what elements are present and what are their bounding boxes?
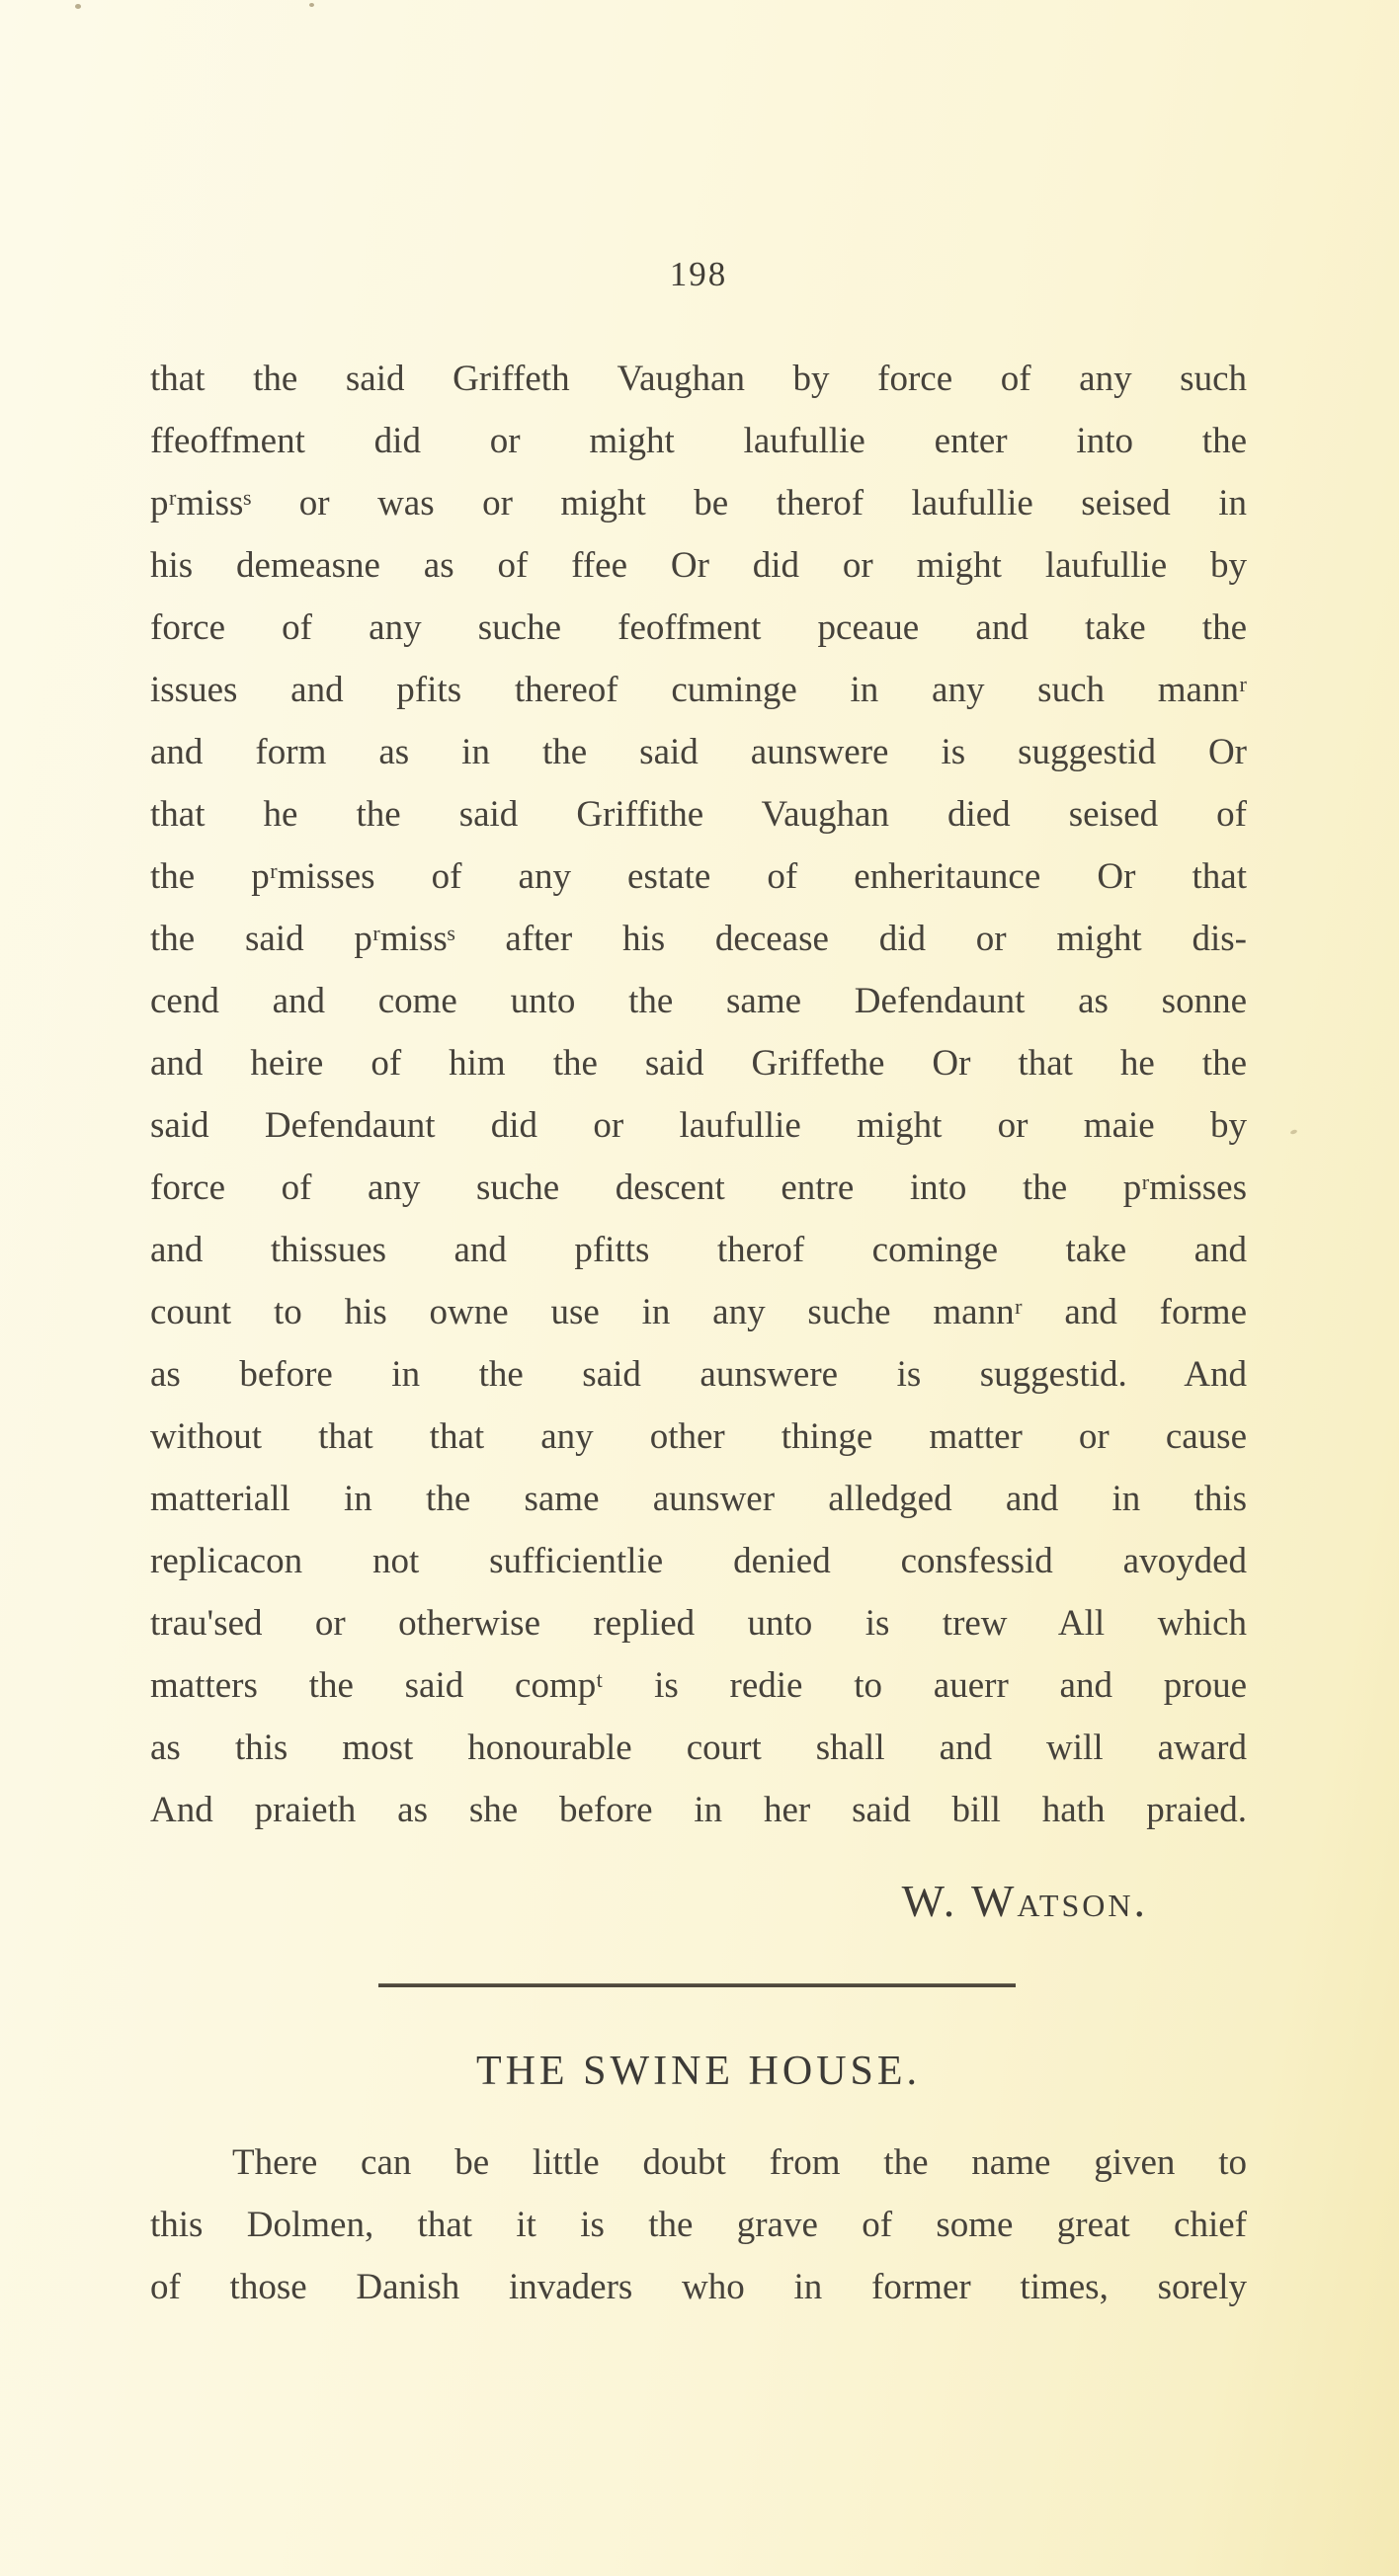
- text-line: without that that any other thinge matter or cause: [150, 1416, 1247, 1457]
- text-line: count to his owne use in any suche mannʳ and forme: [150, 1292, 1247, 1332]
- paper-speck: [1290, 1129, 1298, 1135]
- text-line: said Defendaunt did or laufullie might or maie by: [150, 1105, 1247, 1146]
- text-line: force of any suche descent entre into the pʳmisses: [150, 1167, 1247, 1208]
- text-line: issues and pfits thereof cuminge in any such mannʳ: [150, 670, 1247, 710]
- text-line: this Dolmen, that it is the grave of some great chief: [150, 2205, 1247, 2245]
- text-line: pʳmissˢ or was or might be therof laufullie seised in: [150, 483, 1247, 523]
- section-heading: THE SWINE HOUSE.: [475, 2049, 922, 2094]
- section-divider: [378, 1983, 1016, 1987]
- text-line: as this most honourable court shall and will award: [150, 1728, 1247, 1768]
- text-line: replicacon not sufficientlie denied consfessid avoyded: [150, 1541, 1247, 1581]
- page-number: 198: [669, 255, 728, 293]
- text-line: the said pʳmissˢ after his decease did or might dis-: [150, 919, 1247, 959]
- text-line: force of any suche feoffment pceaue and take the: [150, 607, 1247, 648]
- text-line: the pʳmisses of any estate of enheritaunce Or that: [150, 856, 1247, 897]
- text-line: and heire of him the said Griffethe Or that he the: [150, 1043, 1247, 1084]
- text-line: as before in the said aunswere is suggestid. And: [150, 1354, 1247, 1395]
- text-line: ffeoffment did or might laufullie enter into the: [150, 421, 1247, 461]
- text-line: and thissues and pfitts therof cominge take and: [150, 1230, 1247, 1270]
- text-line: that he the said Griffithe Vaughan died seised of: [150, 794, 1247, 835]
- paper-speck: [309, 3, 314, 7]
- text-line: of those Danish invaders who in former times, sorely: [150, 2267, 1247, 2307]
- text-line: and form as in the said aunswere is suggestid Or: [150, 732, 1247, 772]
- text-line: cend and come unto the same Defendaunt as sonne: [150, 981, 1247, 1021]
- signature: W. Watson.: [901, 1876, 1148, 1926]
- text-line: matters the said compᵗ is redie to auerr and proue: [150, 1665, 1247, 1706]
- text-line: his demeasne as of ffee Or did or might laufullie by: [150, 545, 1247, 586]
- text-line: that the said Griffeth Vaughan by force of any such: [150, 359, 1247, 399]
- text-line: There can be little doubt from the name given to: [232, 2142, 1247, 2183]
- paper-speck: [75, 4, 81, 9]
- legal-replication-paragraph: [150, 348, 1247, 1841]
- text-line: matteriall in the same aunswer alledged and in this: [150, 1479, 1247, 1519]
- swine-house-paragraph: [150, 2132, 1247, 2318]
- text-line: trau'sed or otherwise replied unto is trew All which: [150, 1603, 1247, 1644]
- text-line: And praieth as she before in her said bill hath praied.: [150, 1790, 1247, 1830]
